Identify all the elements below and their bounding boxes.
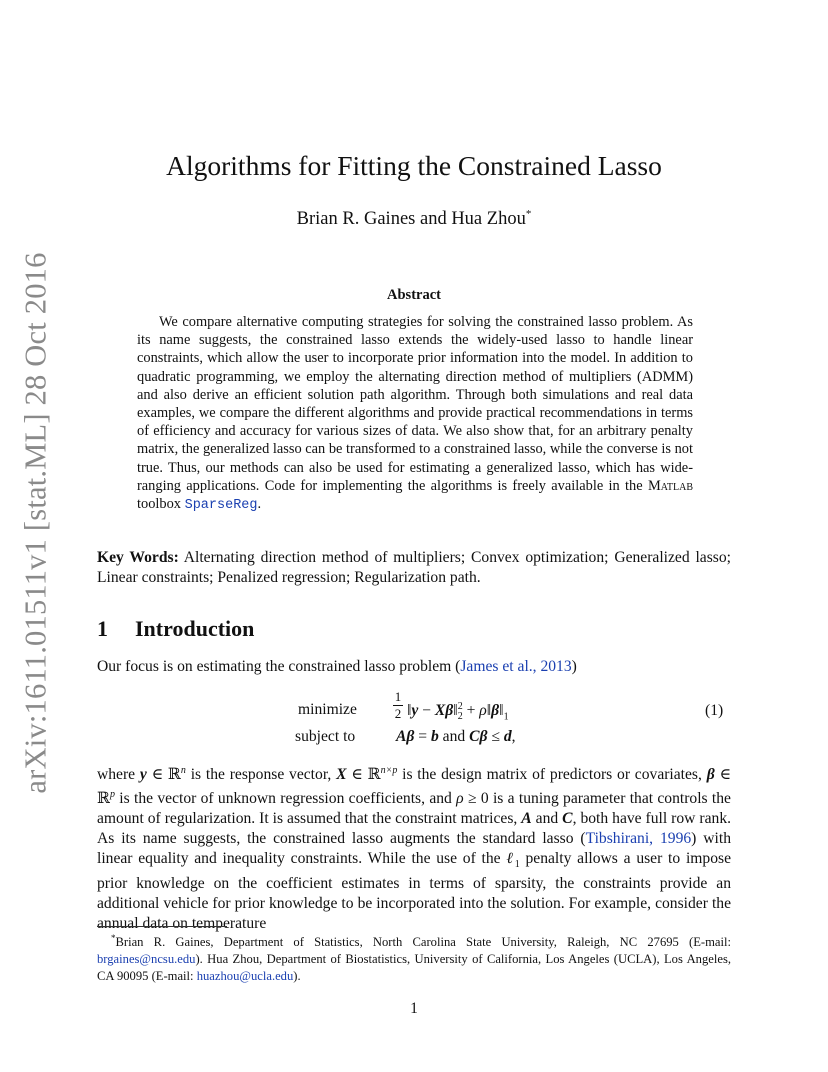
author-names: Brian R. Gaines and Hua Zhou xyxy=(296,209,526,230)
footnote-text-2: ). Hua Zhou, Department of Biostatistics, University of California, Los Angeles (UCLA), Los Angeles, CA 90095 (E-mail: xyxy=(97,952,731,984)
toolbox-prefix: toolbox xyxy=(137,496,181,513)
matlab-name: Matlab xyxy=(647,477,693,494)
arxiv-identifier-stamp: arXiv:1611.01511v1 [stat.ML] 28 Oct 2016 xyxy=(18,252,53,794)
text-penalty: penalty allows a user to impose prior knowledge on the coefficient estimates in terms of sparsity, the constraints provide an additional vehicle for prior knowledge to be incorporated into the solution. For example, consider the annual data on temperature xyxy=(97,849,731,933)
text-where: where xyxy=(97,766,136,784)
intro-text: Our focus is on estimating the constrained lasso problem ( xyxy=(97,658,461,675)
text-coef: is the vector of unknown regression coefficients, and xyxy=(119,790,452,808)
author-line xyxy=(0,208,828,230)
keywords-label: Key Words: xyxy=(97,549,179,566)
equation-objective: ‖y − Xβ‖$^2_2$ + $\rho‖\beta‖_1$ xyxy=(407,701,509,723)
email-link-zhou[interactable]: huazhou@ucla.edu xyxy=(196,969,294,984)
intro-first-line xyxy=(97,657,731,677)
intro-end: ) xyxy=(571,658,577,675)
intro-paragraph: where y ∈ ℝ$^n$ is the response vector, X ∈ ℝ$^{n\times p}$ is the design matrix of predictors or covariates, β ∈ ℝ$^p$ is the vector of unknown regression coefficients, and ρ ≥ 0 is a tuning parameter that controls the amount of regularization. It is assumed that the constraint matrices, A and C, both have full row rank. As its name suggests, the constrained lasso augments the standard lasso (Tibshirani, 1996) with linear equality and inequality constraints. While the use of the ℓ$_1$ penalty allows a user to impose prior knowledge on the coefficient estimates in terms of sparsity, the constraints provide an additional vehicle for prior knowledge to be incorporated into the solution. For example, consider the annual data on temperature xyxy=(97,765,732,933)
email-link-gaines[interactable]: brgaines@ncsu.edu xyxy=(97,952,196,967)
citation-tibshirani-1996[interactable]: Tibshirani, 1996 xyxy=(585,829,692,847)
keywords-block xyxy=(97,548,731,588)
footnote-text-3: ). xyxy=(293,969,301,984)
sparsereg-link[interactable]: SparseReg xyxy=(184,498,258,514)
equation-minimize-label: minimize xyxy=(298,701,357,718)
equation-number: (1) xyxy=(705,702,724,719)
keywords-text: Alternating direction method of multipliers; Convex optimization; Generalized lasso; Linear constraints; Penalized regression; Regularization path. xyxy=(97,549,731,586)
fraction-denominator: 2 xyxy=(394,706,402,721)
equation-constraints: Aβ = b and Cβ ≤ d, xyxy=(396,728,516,745)
footnote xyxy=(97,930,731,985)
footnote-text-1: Brian R. Gaines, Department of Statistics, North Carolina State University, Raleigh, NC 27695 (E-mail: xyxy=(115,935,731,950)
text-tuning: is a tuning parameter that controls the amount of regularization. It is assumed that the constraint matrices, xyxy=(97,790,731,827)
abstract-heading: Abstract xyxy=(387,287,441,303)
text-fullrank: , both have full row rank. As its name suggests, the constrained lasso augments the standard lasso ( xyxy=(97,809,732,847)
section-number: 1 xyxy=(97,616,108,641)
equation-subject-to-label: subject to xyxy=(295,728,356,745)
citation-james-2013[interactable]: James et al., 2013 xyxy=(460,658,572,675)
footnote-rule xyxy=(97,926,227,927)
text-response: is the response vector, xyxy=(190,766,332,784)
text-after-cite: ) with linear equality and inequality constraints. While the use of the xyxy=(97,829,731,867)
page-number: 1 xyxy=(410,1000,418,1017)
fraction-numerator: 1 xyxy=(394,689,402,704)
abstract-end: . xyxy=(257,496,262,513)
abstract-body xyxy=(137,313,693,515)
text-and: and xyxy=(535,809,559,827)
section-heading xyxy=(97,616,254,642)
paper-title: Algorithms for Fitting the Constrained Lasso xyxy=(166,150,662,181)
abstract-text: We compare alternative computing strategies for solving the constrained lasso problem. As its name suggests, the constrained lasso extends the widely-used lasso to handle linear constraints, which allow the user to incorporate prior information into the model. In addition to quadratic programming, we employ the alternating direction method of multipliers (ADMM) and also derive an efficient solution path algorithm. Through both simulations and real data examples, we compare the different algorithms and provide practical recommendations in terms of efficiency and accuracy for various sizes of data. We also show that, for an arbitrary penalty matrix, the generalized lasso can be transformed to a constrained lasso, while the converse is not true. Thus, our methods can also be used for estimating a generalized lasso, which has wide-ranging applications. Code for implementing the algorithms is freely available in the xyxy=(137,314,693,494)
equation-fraction xyxy=(393,690,403,721)
footnote-mark: * xyxy=(111,933,116,943)
author-footnote-mark: * xyxy=(525,208,532,220)
text-design: is the design matrix of predictors or covariates, xyxy=(402,766,702,784)
section-title: Introduction xyxy=(135,616,255,641)
